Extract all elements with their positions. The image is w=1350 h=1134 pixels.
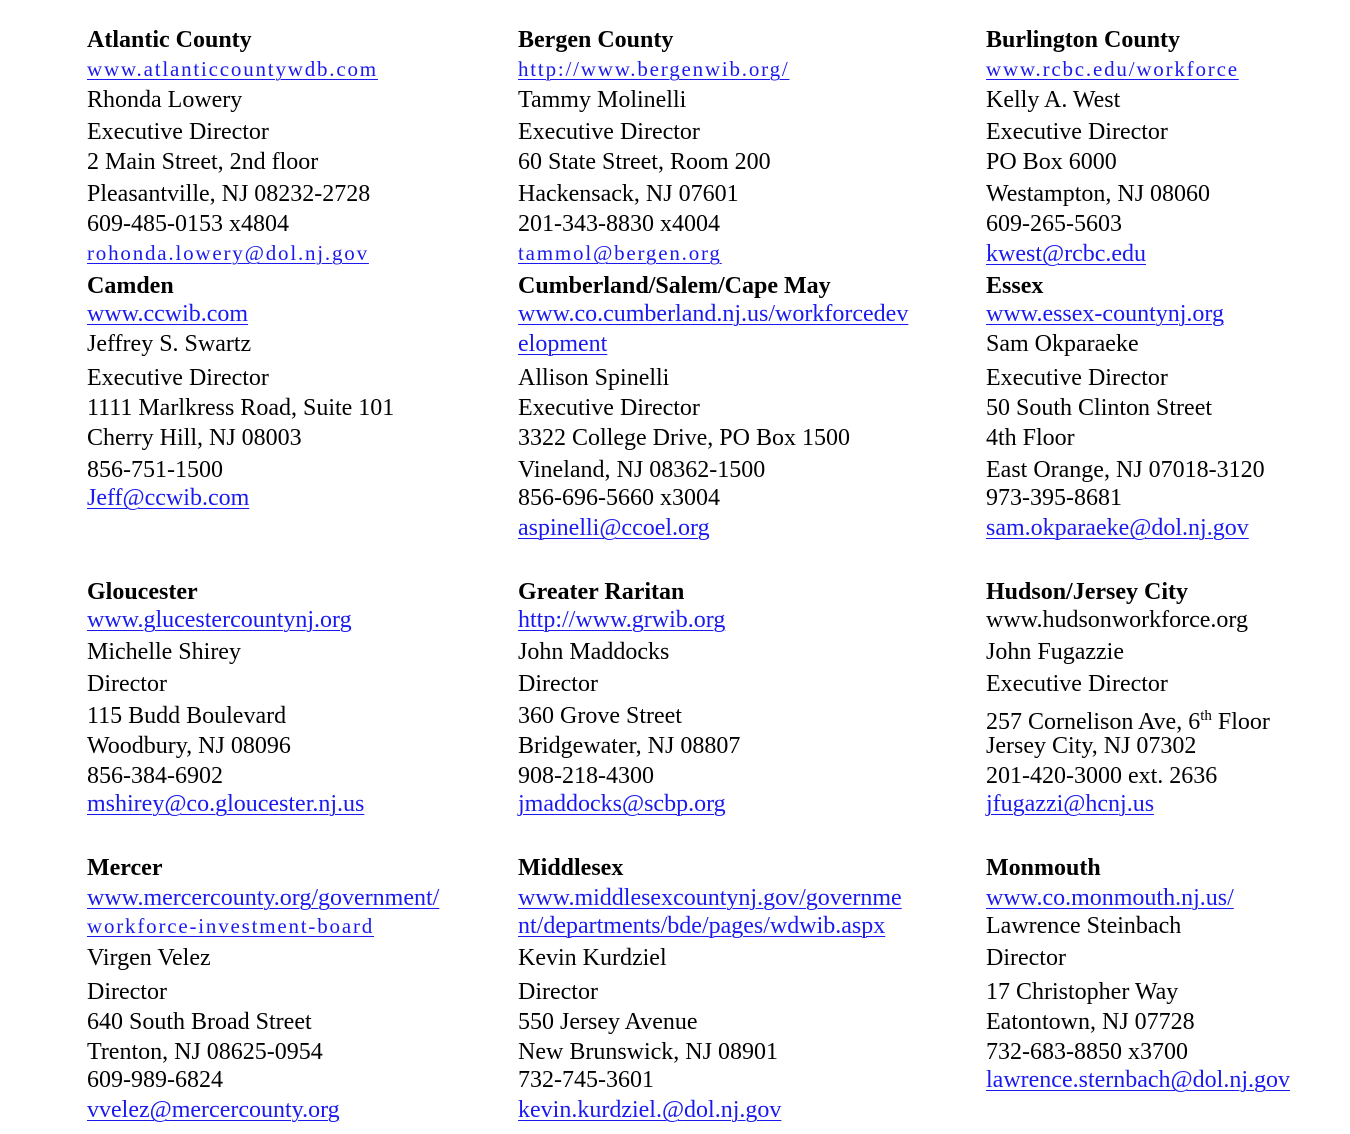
contact-name: Allison Spinelli [518, 365, 670, 391]
contact-name: Virgen Velez [87, 945, 211, 971]
county-name: Gloucester [87, 579, 198, 605]
email-link[interactable]: lawrence.sternbach@dol.nj.gov [986, 1067, 1290, 1093]
contact-name: Jeffrey S. Swartz [87, 331, 252, 357]
contact-title: Director [518, 671, 598, 697]
city-line: Woodbury, NJ 08096 [87, 733, 291, 759]
city-line: Pleasantville, NJ 08232-2728 [87, 181, 371, 207]
address-line: 17 Christopher Way [986, 979, 1179, 1005]
address-line: 360 Grove Street [518, 703, 682, 729]
county-name: Camden [87, 273, 174, 299]
county-name: Greater Raritan [518, 579, 685, 605]
contact-name: Tammy Molinelli [518, 87, 687, 113]
contact-name: Kelly A. West [986, 87, 1121, 113]
city-line: East Orange, NJ 07018-3120 [986, 457, 1265, 483]
email-link[interactable]: mshirey@co.gloucester.nj.us [87, 791, 365, 817]
address-line-2: 4th Floor [986, 425, 1075, 451]
county-name: Atlantic County [87, 27, 252, 53]
county-name: Monmouth [986, 855, 1101, 881]
county-name: Hudson/Jersey City [986, 579, 1189, 605]
contact-title: Director [986, 945, 1066, 971]
county-name: Mercer [87, 855, 163, 881]
website-link[interactable]: http://www.bergenwib.org/ [518, 57, 790, 81]
county-name: Bergen County [518, 27, 674, 53]
address-line: PO Box 6000 [986, 149, 1117, 175]
contact-title: Executive Director [986, 671, 1168, 697]
email-link[interactable]: kevin.kurdziel.@dol.nj.gov [518, 1097, 782, 1123]
contact-name: John Maddocks [518, 639, 670, 665]
city-line: Trenton, NJ 08625-0954 [87, 1039, 323, 1065]
city-line: Jersey City, NJ 07302 [986, 733, 1197, 759]
phone: 732-745-3601 [518, 1067, 654, 1093]
website-link-line1[interactable]: www.mercercounty.org/government/ [87, 885, 440, 911]
phone: 732-683-8850 x3700 [986, 1039, 1188, 1065]
email-link[interactable]: Jeff@ccwib.com [87, 485, 250, 511]
city-line: Westampton, NJ 08060 [986, 181, 1211, 207]
city-line: Vineland, NJ 08362-1500 [518, 457, 766, 483]
contact-title: Executive Director [87, 119, 269, 145]
contact-name: Sam Okparaeke [986, 331, 1139, 357]
email-link[interactable]: sam.okparaeke@dol.nj.gov [986, 515, 1249, 541]
website-link-line2[interactable]: elopment [518, 331, 608, 357]
address-line: 3322 College Drive, PO Box 1500 [518, 425, 850, 451]
website-link[interactable]: http://www.grwib.org [518, 607, 726, 633]
website-text: www.hudsonworkforce.org [986, 607, 1248, 633]
contact-title: Director [87, 671, 167, 697]
phone: 856-751-1500 [87, 457, 223, 483]
phone: 908-218-4300 [518, 763, 654, 789]
phone: 973-395-8681 [986, 485, 1122, 511]
phone: 609-485-0153 x4804 [87, 211, 289, 237]
contact-title: Executive Director [518, 395, 700, 421]
contact-title: Executive Director [986, 119, 1168, 145]
city-line: Cherry Hill, NJ 08003 [87, 425, 302, 451]
county-name: Burlington County [986, 27, 1181, 53]
city-line: New Brunswick, NJ 08901 [518, 1039, 778, 1065]
contact-name: Rhonda Lowery [87, 87, 243, 113]
website-link[interactable]: www.essex-countynj.org [986, 301, 1224, 327]
address-line: 550 Jersey Avenue [518, 1009, 698, 1035]
website-link-line2[interactable]: workforce-investment-board [87, 914, 375, 938]
website-link[interactable]: www.atlanticcountywdb.com [87, 57, 378, 81]
city-line: Bridgewater, NJ 08807 [518, 733, 741, 759]
address-line: 50 South Clinton Street [986, 395, 1213, 421]
contact-title: Executive Director [986, 365, 1168, 391]
address-line: 60 State Street, Room 200 [518, 149, 771, 175]
phone: 856-384-6902 [87, 763, 223, 789]
city-line: Hackensack, NJ 07601 [518, 181, 739, 207]
website-link[interactable]: www.ccwib.com [87, 301, 249, 327]
email-link[interactable]: aspinelli@ccoel.org [518, 515, 710, 541]
website-link-line1[interactable]: www.middlesexcountynj.gov/governme [518, 885, 902, 911]
county-name: Essex [986, 273, 1044, 299]
email-link[interactable]: jmaddocks@scbp.org [518, 791, 726, 817]
phone: 201-420-3000 ext. 2636 [986, 763, 1218, 789]
contact-title: Director [518, 979, 598, 1005]
address-line: 115 Budd Boulevard [87, 703, 287, 729]
website-link[interactable]: www.rcbc.edu/workforce [986, 57, 1239, 81]
contact-name: Michelle Shirey [87, 639, 241, 665]
website-link[interactable]: www.glucestercountynj.org [87, 607, 352, 633]
email-link[interactable]: kwest@rcbc.edu [986, 241, 1147, 267]
website-link[interactable]: www.co.monmouth.nj.us/ [986, 885, 1234, 911]
county-name: Middlesex [518, 855, 624, 881]
address-line: 2 Main Street, 2nd floor [87, 149, 319, 175]
address-line-end: Floor [1211, 709, 1270, 735]
website-link-line1[interactable]: www.co.cumberland.nj.us/workforcedev [518, 301, 909, 327]
email-link[interactable]: vvelez@mercercounty.org [87, 1097, 340, 1123]
phone: 201-343-8830 x4004 [518, 211, 720, 237]
contact-title: Executive Director [518, 119, 700, 145]
phone: 609-265-5603 [986, 211, 1122, 237]
contact-name: Lawrence Steinbach [986, 913, 1182, 939]
address-line: 640 South Broad Street [87, 1009, 312, 1035]
email-link[interactable]: rohonda.lowery@dol.nj.gov [87, 241, 369, 265]
city-line: Eatontown, NJ 07728 [986, 1009, 1195, 1035]
address-line-main: 257 Cornelison Ave, 6 [986, 709, 1201, 735]
email-link[interactable]: tammol@bergen.org [518, 241, 722, 265]
contact-name: Kevin Kurdziel [518, 945, 667, 971]
contact-name: John Fugazzie [986, 639, 1124, 665]
phone: 609-989-6824 [87, 1067, 223, 1093]
contact-title: Executive Director [87, 365, 269, 391]
contact-title: Director [87, 979, 167, 1005]
phone: 856-696-5660 x3004 [518, 485, 720, 511]
email-link[interactable]: jfugazzi@hcnj.us [986, 791, 1155, 817]
ordinal-suffix: th [1200, 708, 1212, 724]
address-line: 1111 Marlkress Road, Suite 101 [87, 395, 395, 421]
county-name: Cumberland/Salem/Cape May [518, 273, 831, 299]
address-line [986, 702, 1270, 735]
website-link-line2[interactable]: nt/departments/bde/pages/wdwib.aspx [518, 913, 886, 939]
